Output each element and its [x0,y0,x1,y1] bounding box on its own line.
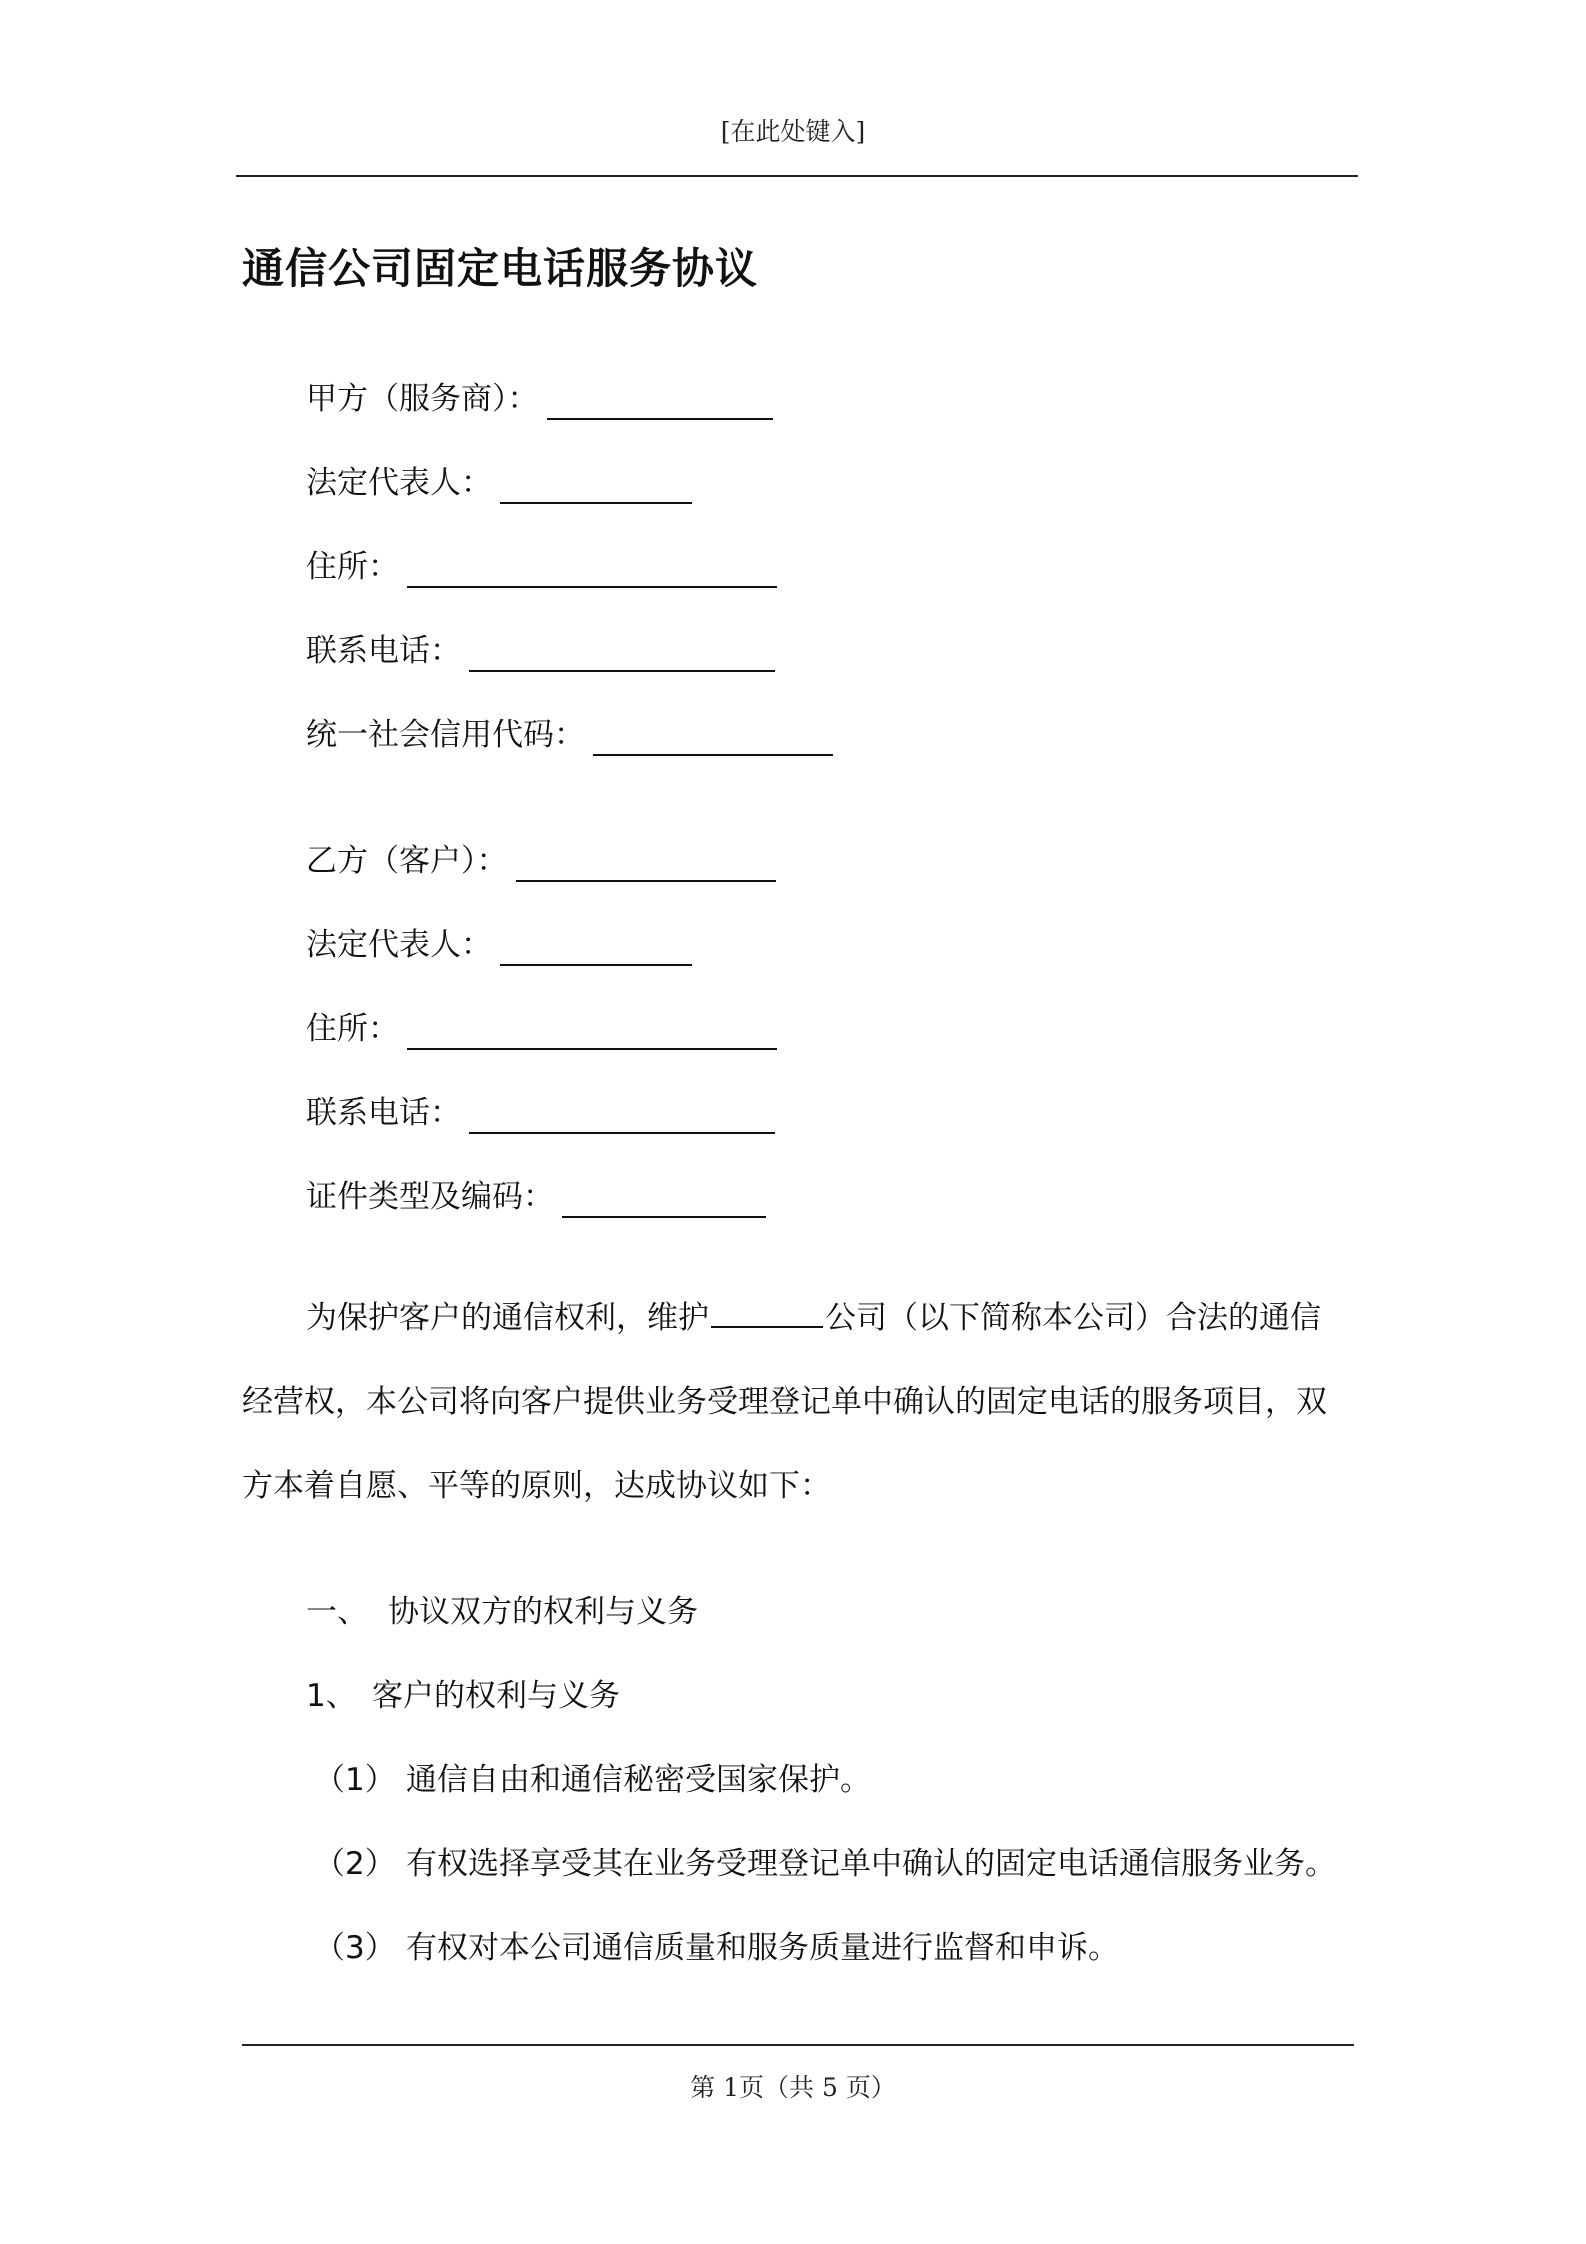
intro-line-1 [306,1292,1418,1337]
subsection-1-heading [306,1670,620,1715]
party-b-name-blank[interactable] [516,840,776,882]
subsection-1-title: 客户的权利与义务 [372,1678,620,1714]
page-header: [在此处键入] [720,117,866,146]
party-a-name-label: 甲方（服务商）： [306,381,539,417]
page-footer: 第 1页（共 5 页） [690,2073,896,2102]
list-item-number: （1） [314,1762,396,1798]
party-b-phone-label: 联系电话： [306,1095,461,1131]
document-title: 通信公司固定电话服务协议 [242,244,759,293]
list-item [314,1754,871,1799]
list-item-number: （3） [314,1930,396,1966]
party-a-credit-code-blank[interactable] [593,714,833,756]
party-a-name-field [306,368,773,418]
party-b-rep-label: 法定代表人： [306,927,492,963]
party-b-phone-field [306,1082,775,1132]
party-b-id-field [306,1166,766,1216]
party-a-name-blank[interactable] [547,378,773,420]
party-a-phone-field [306,620,775,670]
section-1-title: 协议双方的权利与义务 [388,1594,698,1630]
party-a-credit-code-field [306,704,833,754]
party-a-credit-code-label: 统一社会信用代码： [306,717,585,753]
party-b-id-label: 证件类型及编码： [306,1179,554,1215]
section-1-number: 一、 [306,1594,368,1630]
party-a-address-label: 住所： [306,549,399,585]
party-b-address-field [306,998,777,1048]
party-b-rep-blank[interactable] [500,924,692,966]
party-b-address-label: 住所： [306,1011,399,1047]
party-a-rep-blank[interactable] [500,462,692,504]
intro-line-2: 经营权，本公司将向客户提供业务受理登记单中确认的固定电话的服务项目，双 [242,1384,1327,1420]
party-b-rep-field [306,914,692,964]
party-a-phone-blank[interactable] [469,630,775,672]
party-a-rep-label: 法定代表人： [306,465,492,501]
list-item [314,1838,1336,1883]
party-b-name-field [306,830,776,880]
list-item-number: （2） [314,1846,396,1882]
list-item-text: 有权对本公司通信质量和服务质量进行监督和申诉。 [406,1930,1119,1966]
list-item [314,1922,1119,1967]
section-1-heading [306,1586,698,1631]
intro-line-3: 方本着自愿、平等的原则，达成协议如下： [242,1468,831,1504]
list-item-text: 有权选择享受其在业务受理登记单中确认的固定电话通信服务业务。 [406,1846,1336,1882]
footer-rule [242,2044,1354,2046]
list-item-text: 通信自由和通信秘密受国家保护。 [406,1762,871,1798]
intro-line-1-after: 公司（以下简称本公司）合法的通信 [825,1300,1321,1336]
party-a-address-field [306,536,777,586]
subsection-1-number: 1、 [306,1678,357,1714]
party-a-address-blank[interactable] [407,546,777,588]
intro-line-1-before: 为保护客户的通信权利，维护 [306,1300,709,1336]
party-b-phone-blank[interactable] [469,1092,775,1134]
party-b-id-blank[interactable] [562,1176,766,1218]
header-rule [236,175,1358,177]
company-name-blank[interactable] [711,1296,823,1328]
party-a-phone-label: 联系电话： [306,633,461,669]
party-b-name-label: 乙方（客户）： [306,843,508,879]
party-a-rep-field [306,452,692,502]
party-b-address-blank[interactable] [407,1008,777,1050]
